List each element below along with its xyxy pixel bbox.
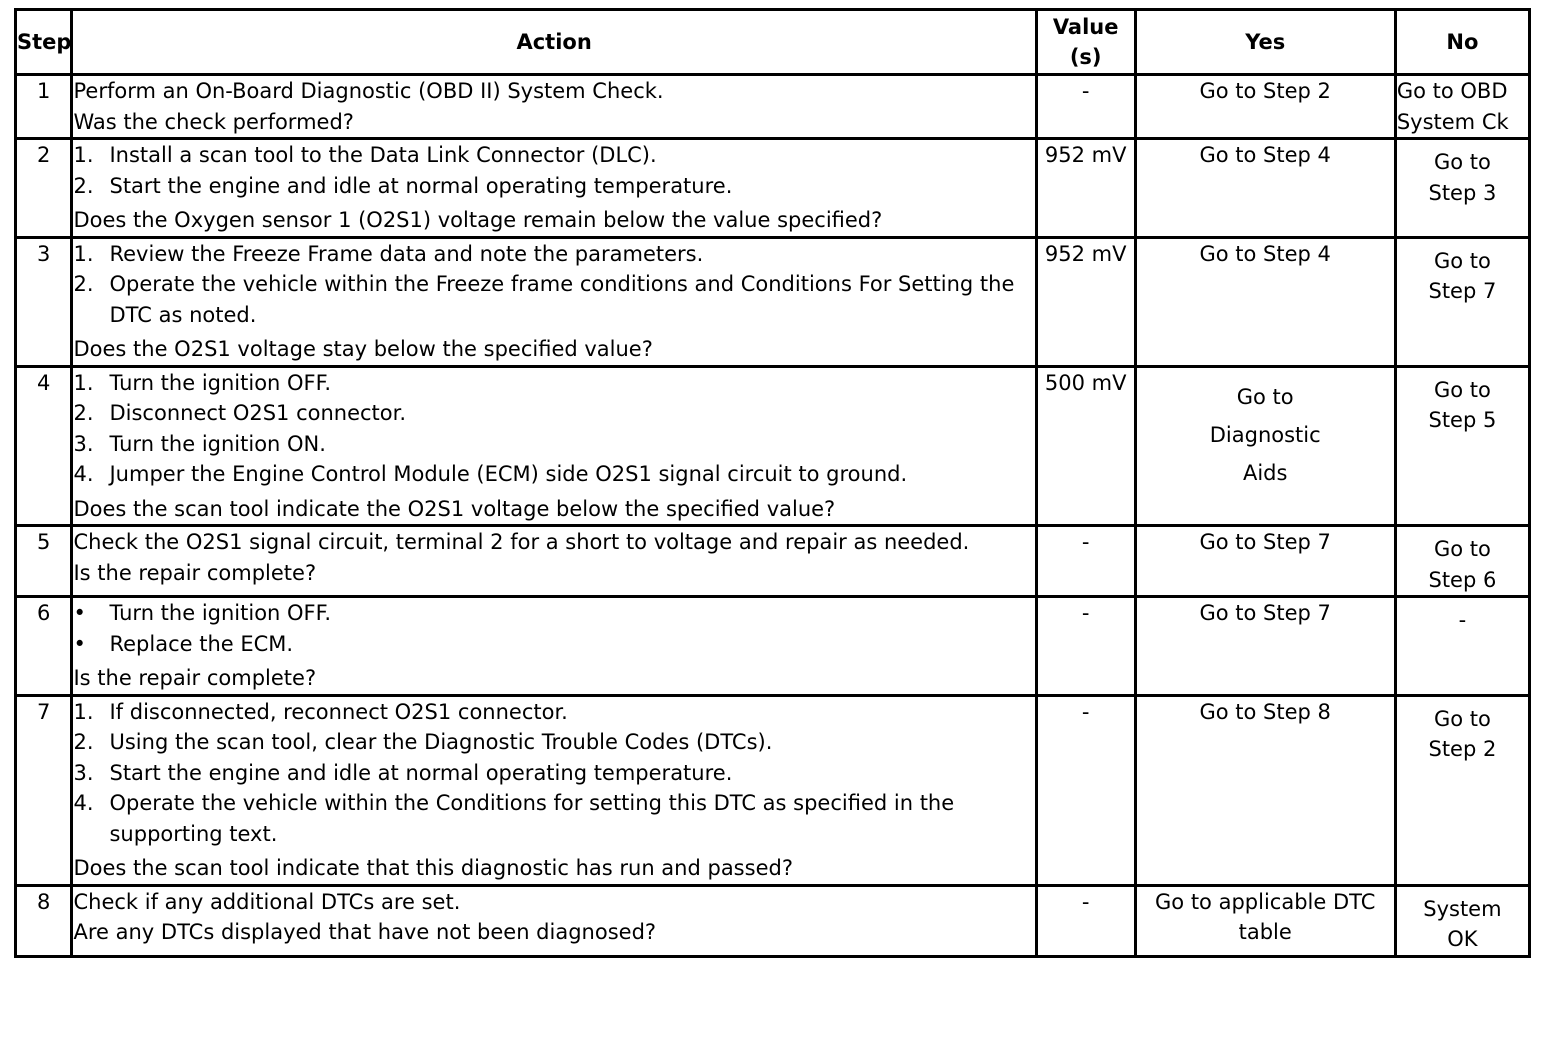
list-marker: 4. bbox=[73, 791, 94, 815]
action-list-item bbox=[73, 398, 1034, 429]
no-cell: Go to Step 7 bbox=[1395, 237, 1529, 366]
yes-cell: Go to applicable DTC table bbox=[1135, 885, 1395, 956]
list-marker: 3. bbox=[73, 431, 94, 456]
action-question: Is the repair complete? bbox=[73, 666, 317, 690]
action-list-item bbox=[73, 788, 1034, 849]
step-number: 7 bbox=[16, 695, 72, 885]
yes-cell: Go to Step 7 bbox=[1135, 526, 1395, 597]
header-action: Action bbox=[72, 10, 1036, 75]
table-row bbox=[16, 366, 1530, 526]
action-cell bbox=[72, 139, 1036, 238]
header-step: Step bbox=[16, 10, 72, 75]
value-cell: - bbox=[1036, 695, 1135, 885]
no-cell: Go to Step 2 bbox=[1395, 695, 1529, 885]
list-marker: 1. bbox=[73, 699, 94, 724]
value-cell: 952 mV bbox=[1036, 139, 1135, 238]
list-marker: 1. bbox=[73, 370, 94, 395]
no-cell: - bbox=[1395, 597, 1529, 696]
action-question: Are any DTCs displayed that have not been diagnosed? bbox=[73, 920, 657, 944]
table-row bbox=[16, 237, 1530, 366]
action-question: Is the repair complete? bbox=[73, 560, 317, 585]
list-item-text: Operate the vehicle within the Conditions for setting this DTC as specified in the supporting text. bbox=[109, 791, 955, 846]
diagnostic-table bbox=[14, 8, 1531, 958]
action-text: Check the O2S1 signal circuit, terminal 2 for a short to voltage and repair as needed. bbox=[73, 530, 970, 554]
value-cell: - bbox=[1036, 885, 1135, 956]
action-text: Perform an On-Board Diagnostic (OBD II) System Check. bbox=[73, 79, 664, 103]
list-marker: • bbox=[73, 631, 86, 656]
list-item-text: Turn the ignition OFF. bbox=[109, 370, 332, 395]
table-row bbox=[16, 139, 1530, 238]
value-cell: - bbox=[1036, 597, 1135, 696]
value-cell: 500 mV bbox=[1036, 366, 1135, 526]
header-yes: Yes bbox=[1135, 10, 1395, 75]
no-cell: System OK bbox=[1395, 885, 1529, 956]
list-marker: 2. bbox=[73, 272, 94, 296]
list-item-text: Start the engine and idle at normal operating temperature. bbox=[109, 173, 733, 198]
table-body bbox=[16, 75, 1530, 957]
action-question: Was the check performed? bbox=[73, 109, 354, 134]
action-list-item bbox=[73, 140, 1034, 171]
yes-cell: Go to Step 7 bbox=[1135, 597, 1395, 696]
action-cell bbox=[72, 366, 1036, 526]
list-item-text: Review the Freeze Frame data and note the parameters. bbox=[109, 241, 704, 266]
value-cell: - bbox=[1036, 526, 1135, 597]
list-marker: 2. bbox=[73, 730, 94, 754]
list-marker: 1. bbox=[73, 241, 94, 266]
action-list-item bbox=[73, 239, 1034, 270]
yes-cell: Go to Step 8 bbox=[1135, 695, 1395, 885]
action-cell bbox=[72, 526, 1036, 597]
action-cell bbox=[72, 75, 1036, 139]
list-item-text: Using the scan tool, clear the Diagnostic Trouble Codes (DTCs). bbox=[109, 730, 773, 754]
yes-cell: Go to Step 4 bbox=[1135, 237, 1395, 366]
step-number: 1 bbox=[16, 75, 72, 139]
step-number: 4 bbox=[16, 366, 72, 526]
action-text: Check if any additional DTCs are set. bbox=[73, 889, 461, 914]
table-row bbox=[16, 885, 1530, 956]
list-marker: 2. bbox=[73, 401, 94, 425]
step-number: 5 bbox=[16, 526, 72, 597]
step-number: 8 bbox=[16, 885, 72, 956]
no-cell: Go to Step 3 bbox=[1395, 139, 1529, 238]
action-question: Does the scan tool indicate the O2S1 voltage below the specified value? bbox=[73, 496, 836, 521]
action-question: Does the scan tool indicate that this diagnostic has run and passed? bbox=[73, 856, 793, 880]
list-marker: 3. bbox=[73, 760, 94, 785]
action-list-item bbox=[73, 171, 1034, 202]
header-value: Value (s) bbox=[1036, 10, 1135, 75]
list-marker: 2. bbox=[73, 173, 94, 198]
action-list-item bbox=[73, 459, 1034, 490]
action-cell bbox=[72, 695, 1036, 885]
action-list-item bbox=[73, 758, 1034, 789]
list-item-text: Operate the vehicle within the Freeze frame conditions and Conditions For Setting the DTC as noted. bbox=[109, 272, 1015, 327]
yes-cell: Go to Diagnostic Aids bbox=[1135, 366, 1395, 526]
list-item-text: Turn the ignition OFF. bbox=[109, 601, 332, 625]
table-row bbox=[16, 526, 1530, 597]
action-question: Does the O2S1 voltage stay below the specified value? bbox=[73, 337, 653, 361]
action-cell bbox=[72, 597, 1036, 696]
step-number: 2 bbox=[16, 139, 72, 238]
table-row bbox=[16, 597, 1530, 696]
action-list-item bbox=[73, 429, 1034, 460]
yes-cell: Go to Step 2 bbox=[1135, 75, 1395, 139]
table-row bbox=[16, 695, 1530, 885]
list-item-text: Start the engine and idle at normal operating temperature. bbox=[109, 760, 733, 785]
action-list-item bbox=[73, 697, 1034, 728]
header-row bbox=[16, 10, 1530, 75]
list-marker: • bbox=[73, 601, 86, 625]
list-item-text: Install a scan tool to the Data Link Connector (DLC). bbox=[109, 143, 657, 167]
list-item-text: Turn the ignition ON. bbox=[109, 431, 326, 456]
action-cell bbox=[72, 885, 1036, 956]
action-cell bbox=[72, 237, 1036, 366]
list-item-text: Jumper the Engine Control Module (ECM) side O2S1 signal circuit to ground. bbox=[109, 462, 908, 486]
table-row bbox=[16, 75, 1530, 139]
action-list-item bbox=[73, 629, 1034, 660]
no-cell: Go to OBD System Ck bbox=[1395, 75, 1529, 139]
action-question: Does the Oxygen sensor 1 (O2S1) voltage remain below the value specified? bbox=[73, 208, 883, 232]
action-list-item bbox=[73, 269, 1034, 330]
yes-cell: Go to Step 4 bbox=[1135, 139, 1395, 238]
list-item-text: Disconnect O2S1 connector. bbox=[109, 401, 407, 425]
list-marker: 1. bbox=[73, 143, 94, 167]
list-marker: 4. bbox=[73, 462, 94, 486]
value-cell: - bbox=[1036, 75, 1135, 139]
action-list-item bbox=[73, 598, 1034, 629]
list-item-text: If disconnected, reconnect O2S1 connector. bbox=[109, 699, 568, 724]
no-cell: Go to Step 6 bbox=[1395, 526, 1529, 597]
action-list-item bbox=[73, 368, 1034, 399]
step-number: 3 bbox=[16, 237, 72, 366]
step-number: 6 bbox=[16, 597, 72, 696]
action-list-item bbox=[73, 727, 1034, 758]
no-cell: Go to Step 5 bbox=[1395, 366, 1529, 526]
value-cell: 952 mV bbox=[1036, 237, 1135, 366]
list-item-text: Replace the ECM. bbox=[109, 631, 294, 656]
header-no: No bbox=[1395, 10, 1529, 75]
